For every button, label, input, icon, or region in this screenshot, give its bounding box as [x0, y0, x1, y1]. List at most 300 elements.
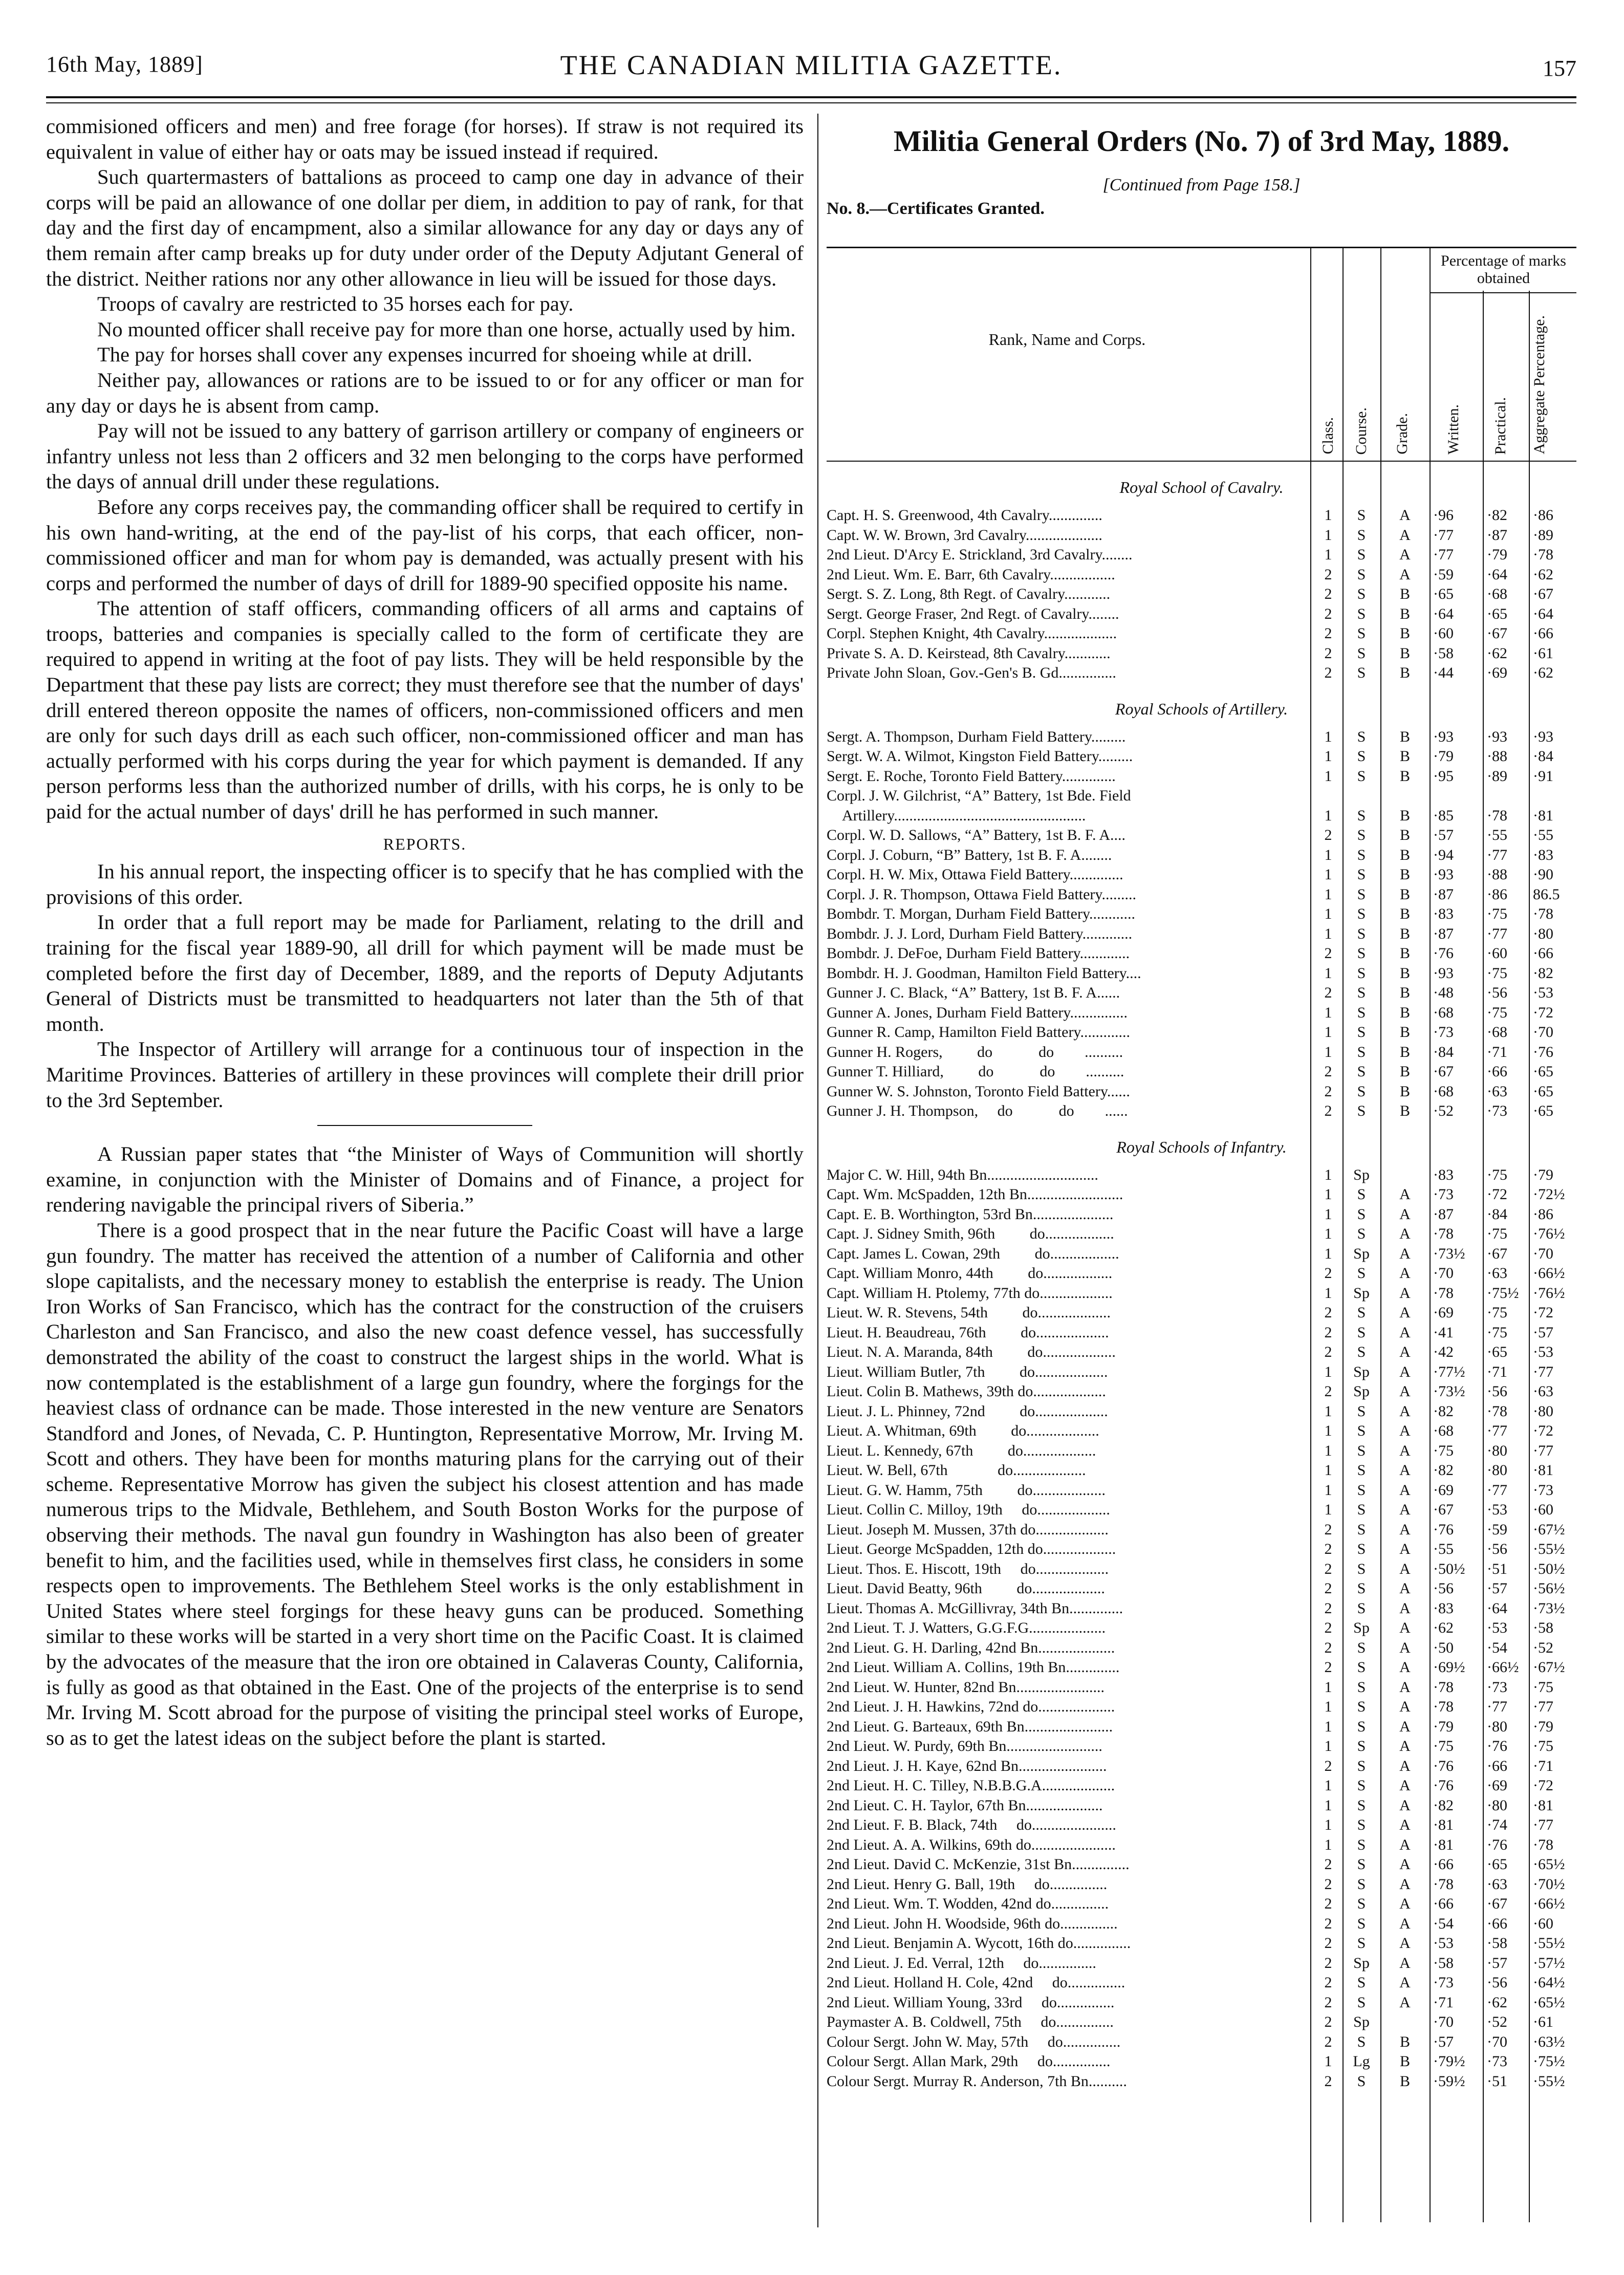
entry-name: Lieut. H. Beaudreau, 76th do................... [827, 1324, 1109, 1341]
entry-written: ·79½ [1433, 2053, 1465, 2070]
entry-grade: B [1399, 945, 1410, 962]
entry-class: 1 [1324, 1166, 1332, 1183]
entry-grade: B [1399, 905, 1410, 922]
entry-name: Colour Sergt. John W. May, 57th do............... [827, 2033, 1121, 2050]
table-row [827, 846, 1576, 865]
entry-practical: ·68 [1487, 586, 1507, 602]
paragraph: commisioned officers and men) and free forage (for horses). If straw is not required its equivalent in value of either hay or oats may be issued instead if required. [46, 115, 804, 163]
entry-grade: A [1399, 1501, 1411, 1518]
entry-class: 1 [1324, 1836, 1332, 1853]
entry-course: S [1357, 1599, 1366, 1617]
entry-class: 2 [1324, 1599, 1332, 1617]
table-row [827, 1717, 1576, 1737]
table-row [827, 865, 1576, 885]
entry-class: 1 [1324, 1422, 1332, 1439]
entry-aggregate: ·53 [1533, 984, 1553, 1001]
entry-course: S [1357, 526, 1366, 544]
entry-class: 1 [1324, 885, 1332, 903]
entry-aggregate: ·76½ [1533, 1225, 1565, 1242]
entry-course: S [1357, 2033, 1366, 2050]
entry-grade: A [1399, 1245, 1411, 1262]
entry-class: 2 [1324, 1954, 1332, 1971]
entry-class: 1 [1324, 767, 1332, 785]
entry-name: Lieut. David Beatty, 96th do................... [827, 1580, 1105, 1597]
entry-written: ·81 [1433, 1816, 1454, 1833]
entry-course: S [1357, 767, 1366, 785]
entry-name: 2nd Lieut. G. H. Darling, 42nd Bn.................... [827, 1639, 1115, 1656]
entry-aggregate: ·63 [1533, 1383, 1553, 1400]
entry-grade: A [1399, 1344, 1411, 1360]
entry-course: S [1357, 1738, 1366, 1754]
entry-aggregate: ·93 [1533, 728, 1553, 745]
entry-course: S [1357, 605, 1366, 622]
entry-aggregate: ·81 [1533, 1796, 1553, 1814]
entry-class: 2 [1324, 586, 1332, 602]
entry-course: S [1357, 984, 1366, 1001]
entry-written: ·93 [1433, 964, 1454, 982]
entry-class: 2 [1324, 1974, 1332, 1991]
entry-practical: ·63 [1487, 1265, 1507, 1282]
entry-grade: A [1399, 1265, 1411, 1282]
entry-course: S [1357, 1935, 1366, 1952]
entry-practical: ·77 [1487, 925, 1507, 942]
paragraph: No mounted officer shall receive pay for more than one horse, actually used by him. [97, 317, 796, 341]
entry-practical: ·84 [1487, 1205, 1507, 1223]
entry-name: 2nd Lieut. T. J. Watters, G.G.F.G.................... [827, 1619, 1106, 1636]
entry-grade: A [1399, 1796, 1411, 1814]
entry-written: ·78 [1433, 1678, 1454, 1696]
entry-written: ·87 [1433, 925, 1454, 942]
entry-written: ·70 [1433, 1265, 1454, 1282]
entry-class: 2 [1324, 1383, 1332, 1400]
entry-class: 2 [1324, 1895, 1332, 1912]
table-row [827, 1342, 1576, 1362]
table-row [827, 1520, 1576, 1540]
entry-course: S [1357, 1580, 1366, 1597]
entry-practical: ·51 [1487, 2072, 1507, 2090]
entry-practical: ·53 [1487, 1619, 1507, 1636]
entry-grade: A [1399, 1836, 1411, 1853]
table-row [827, 1835, 1576, 1855]
entry-grade: A [1399, 1678, 1411, 1696]
entry-practical: ·78 [1487, 1402, 1507, 1420]
table-row [827, 924, 1576, 944]
entry-name: Lieut. Thos. E. Hiscott, 19th do................... [827, 1560, 1109, 1577]
table-row [827, 1185, 1576, 1205]
col-header-aggregate: Aggregate Percentage. [1531, 315, 1548, 454]
entry-aggregate: ·75 [1533, 1738, 1553, 1754]
entry-written: ·69 [1433, 1481, 1454, 1499]
continued-note: [Continued from Page 158.] [1102, 176, 1301, 194]
entry-class: 2 [1324, 1856, 1332, 1873]
entry-grade: A [1399, 1383, 1411, 1400]
entry-name: Lieut. A. Whitman, 69th do................... [827, 1422, 1099, 1439]
entry-written: ·48 [1433, 984, 1454, 1001]
entry-practical: ·75 [1487, 1304, 1507, 1321]
entry-name: Private John Sloan, Gov.-Gen's B. Gd............... [827, 664, 1116, 681]
entry-aggregate: ·61 [1533, 644, 1553, 662]
entry-class: 1 [1324, 1718, 1332, 1735]
entry-written: ·93 [1433, 866, 1454, 883]
entry-grade: A [1399, 1738, 1411, 1754]
entry-name: Gunner R. Camp, Hamilton Field Battery............. [827, 1024, 1130, 1041]
entry-practical: ·70 [1487, 2033, 1507, 2050]
entry-written: ·75 [1433, 1442, 1454, 1459]
entry-written: ·78 [1433, 1698, 1454, 1715]
entry-class: 2 [1324, 566, 1332, 583]
entry-practical: ·56 [1487, 1974, 1507, 1991]
entry-aggregate: ·60 [1533, 1501, 1553, 1518]
entry-name: Sergt. S. Z. Long, 8th Regt. of Cavalry............ [827, 586, 1111, 602]
entry-aggregate: ·55½ [1533, 1541, 1565, 1557]
paragraph: There is a good prospect that in the near future the Pacific Coast will have a large gun foundry. The matter has received the attention of a number of California and other slope capitalists, and the necessary money to establish the enterprise is ready. The Union Iron Works of San Francisco, which has the contract for the construction of the cruisers Charleston and San Francisco, and also the new coast defence vessel, has successfully demonstrated the ability of the coast to construct the largest ships in the world. What is now contemplated is the establishment of a large gun foundry, where the forgings for the heaviest class of ordnance can be made. Those interested in the new venture are Senators Standford and Jones, of Nevada, C. P. Huntington, Representative Morrow, Mr. Irving M. Scott and others. They have been for months maturing plans for the carrying out of their scheme. Representative Morrow has given the subject his closest attention and has made numerous trips to the Midvale, Bethlehem, and South Boston Works for the purpose of observing their methods. The naval gun foundry in Washington has also been of greater benefit to him, and the facilities used, while in themselves first class, he considers in some respects open to improvements. The Bethlehem Steel works is the only establishment in United States where steel forgings for these heavy guns can be produced. Something similar to these works will be started in a very short time on the Pacific Coast. It is claimed by the advocates of the measure that the iron ore obtained in Calaveras County, California, is fully as good as that obtained in the East. One of the projects of the enterprise is to send Mr. Irving M. Scott abroad for the purpose of visiting the principal steel works of Europe, so as to get the latest ideas on the subject before the plant is started. [46, 1218, 804, 1749]
entry-class: 1 [1324, 1501, 1332, 1518]
table-row [827, 885, 1576, 905]
entry-grade: A [1399, 1718, 1411, 1735]
entry-name: 2nd Lieut. J. Ed. Verral, 12th do............... [827, 1954, 1096, 1971]
table-row [827, 584, 1576, 604]
entry-aggregate: 86.5 [1533, 885, 1560, 903]
entry-course: Sp [1353, 1363, 1370, 1380]
entry-grade: A [1399, 1935, 1411, 1952]
entry-practical: ·68 [1487, 1024, 1507, 1041]
entry-name: 2nd Lieut. H. C. Tilley, N.B.B.G.A................... [827, 1777, 1115, 1794]
entry-class: 2 [1324, 1344, 1332, 1360]
entry-practical: ·55 [1487, 827, 1507, 843]
entry-class: 1 [1324, 1442, 1332, 1459]
entry-grade: A [1399, 1757, 1411, 1774]
entry-name: Sergt. A. Thompson, Durham Field Battery......... [827, 728, 1126, 745]
entry-written: ·81 [1433, 1836, 1454, 1853]
entry-written: ·66 [1433, 1856, 1454, 1873]
entry-grade: B [1399, 846, 1410, 863]
entry-course: S [1357, 664, 1366, 681]
entry-practical: ·63 [1487, 1082, 1507, 1100]
table-col-line [1342, 247, 1344, 2222]
paragraph: The pay for horses shall cover any expenses incurred for shoeing while at drill. [97, 343, 752, 366]
table-row [827, 604, 1576, 624]
entry-written: ·73½ [1433, 1245, 1465, 1262]
entry-practical: ·63 [1487, 1875, 1507, 1893]
entry-course: S [1357, 1442, 1366, 1459]
entry-name: Lieut. William Butler, 7th do................... [827, 1363, 1108, 1380]
entry-written: ·71 [1433, 1994, 1454, 2011]
entry-name: Colour Sergt. Allan Mark, 29th do............... [827, 2053, 1111, 2070]
entry-class: 2 [1324, 1541, 1332, 1557]
entry-aggregate: ·90 [1533, 866, 1553, 883]
entry-written: ·69½ [1433, 1659, 1465, 1676]
entry-course: Sp [1353, 1245, 1370, 1262]
table-row [827, 1382, 1576, 1402]
table-row [827, 983, 1576, 1003]
entry-written: ·68 [1433, 1004, 1454, 1021]
entry-class: 1 [1324, 546, 1332, 563]
entry-aggregate: ·56½ [1533, 1580, 1565, 1597]
entry-grade: B [1399, 605, 1410, 622]
table-row [827, 1737, 1576, 1757]
entry-aggregate: ·65 [1533, 1063, 1553, 1080]
entry-aggregate: ·72 [1533, 1422, 1553, 1439]
table-row [827, 1101, 1576, 1121]
entry-grade: B [1399, 767, 1410, 785]
entry-course: S [1357, 1501, 1366, 1518]
entry-class: 2 [1324, 1580, 1332, 1597]
entry-aggregate: ·50½ [1533, 1560, 1565, 1577]
entry-practical: ·89 [1487, 767, 1507, 785]
entry-practical: ·64 [1487, 1599, 1507, 1617]
table-body [827, 462, 1576, 2091]
table-row [827, 1796, 1576, 1816]
entry-practical: ·80 [1487, 1442, 1507, 1459]
entry-aggregate: ·77 [1533, 1363, 1553, 1380]
entry-practical: ·69 [1487, 664, 1507, 681]
entry-class: 1 [1324, 1225, 1332, 1242]
entry-name: Capt. H. S. Greenwood, 4th Cavalry.............. [827, 507, 1102, 524]
entry-practical: ·80 [1487, 1796, 1507, 1814]
entry-grade: B [1399, 1082, 1410, 1100]
table-row [827, 545, 1576, 565]
entry-class: 2 [1324, 1915, 1332, 1932]
entry-practical: ·66½ [1487, 1659, 1519, 1676]
entry-grade: A [1399, 1875, 1411, 1893]
table-row [827, 1362, 1576, 1382]
entry-grade: B [1399, 728, 1410, 745]
entry-name: Capt. W. W. Brown, 3rd Cavalry.................... [827, 526, 1102, 544]
entry-course: Sp [1353, 1284, 1370, 1302]
entry-written: ·73 [1433, 1186, 1454, 1203]
entry-name: Lieut. Colin B. Mathews, 39th do................... [827, 1383, 1106, 1400]
entry-course: S [1357, 807, 1366, 824]
entry-grade: A [1399, 1698, 1411, 1715]
entry-class: 1 [1324, 1678, 1332, 1696]
entry-aggregate: ·67 [1533, 586, 1553, 602]
entry-name: Corpl. J. Coburn, “B” Battery, 1st B. F. A........ [827, 846, 1112, 863]
entry-course: S [1357, 1205, 1366, 1223]
entry-class: 2 [1324, 1324, 1332, 1341]
entry-practical: ·64 [1487, 566, 1507, 583]
entry-written: ·73 [1433, 1974, 1454, 1991]
table-row [827, 1023, 1576, 1043]
paragraph: Neither pay, allowances or rations are to be issued to or for any officer or man for any day or days he is absent from camp. [46, 368, 804, 417]
entry-grade: A [1399, 1521, 1411, 1538]
entry-written: ·87 [1433, 1205, 1454, 1223]
entry-written: ·76 [1433, 1777, 1454, 1794]
entry-class: 2 [1324, 1875, 1332, 1893]
table-row [827, 1082, 1576, 1102]
col-header-class: Class. [1319, 417, 1336, 454]
entry-course: S [1357, 1678, 1366, 1696]
entry-grade: A [1399, 507, 1411, 524]
orders-title: Militia General Orders (No. 7) of 3rd May, 1889. [893, 124, 1510, 158]
entry-class: 2 [1324, 2013, 1332, 2030]
table-row [827, 2072, 1576, 2092]
entry-course: S [1357, 1541, 1366, 1557]
entry-aggregate: ·70½ [1533, 1875, 1565, 1893]
entry-name: 2nd Lieut. G. Barteaux, 69th Bn....................... [827, 1718, 1113, 1735]
page-number: 157 [1543, 56, 1576, 81]
entry-aggregate: ·53 [1533, 1344, 1553, 1360]
section-title: Royal Schools of Infantry. [1116, 1137, 1287, 1156]
table-row [827, 1062, 1576, 1082]
entry-written: ·60 [1433, 625, 1454, 642]
section-title: Royal School of Cavalry. [1119, 478, 1284, 496]
entry-written: ·76 [1433, 1521, 1454, 1538]
entry-class: 1 [1324, 1363, 1332, 1380]
entry-aggregate: ·78 [1533, 1836, 1553, 1853]
entry-name: 2nd Lieut. Wm. E. Barr, 6th Cavalry................. [827, 566, 1115, 583]
entry-written: ·59½ [1433, 2072, 1465, 2090]
entry-written: ·85 [1433, 807, 1454, 824]
entry-grade: A [1399, 1481, 1411, 1499]
entry-practical: ·80 [1487, 1462, 1507, 1479]
entry-name: Gunner J. H. Thompson, do do ...... [827, 1102, 1128, 1119]
entry-written: ·82 [1433, 1462, 1454, 1479]
entry-course: S [1357, 1856, 1366, 1873]
entry-name: Lieut. Thomas A. McGillivray, 34th Bn.............. [827, 1599, 1123, 1617]
entry-name: 2nd Lieut. Benjamin A. Wycott, 16th do............... [827, 1935, 1131, 1952]
paragraph: Before any corps receives pay, the commanding officer shall be required to certify in his own hand-writing, at the end of the pay-list of his corps, that each officer, non-commissioned officer and man for whom pay is demanded, was actually present with his corps and performed the number of days of drill for 1889-90 specified opposite his name. [46, 495, 804, 595]
entry-course: S [1357, 1024, 1366, 1041]
certificates-table [827, 247, 1576, 2091]
entry-practical: ·77 [1487, 1422, 1507, 1439]
entry-written: ·77½ [1433, 1363, 1465, 1380]
entry-written: ·67 [1433, 1501, 1454, 1518]
entry-written: ·95 [1433, 767, 1454, 785]
entry-course: S [1357, 945, 1366, 962]
entry-class: 2 [1324, 1304, 1332, 1321]
table-col-line [1430, 247, 1431, 2222]
table-row [827, 2052, 1576, 2072]
entry-written: ·55 [1433, 1541, 1454, 1557]
entry-aggregate: ·66½ [1533, 1895, 1565, 1912]
col-header-written: Written. [1445, 404, 1462, 454]
entry-course: S [1357, 1043, 1366, 1060]
entry-name: Lieut. George McSpadden, 12th do................... [827, 1541, 1116, 1557]
entry-grade: A [1399, 1186, 1411, 1203]
entry-class: 1 [1324, 526, 1332, 544]
entry-course: S [1357, 1974, 1366, 1991]
entry-name: Bombdr. T. Morgan, Durham Field Battery............ [827, 905, 1136, 922]
entry-practical: ·66 [1487, 1063, 1507, 1080]
entry-grade: A [1399, 1895, 1411, 1912]
table-row [827, 1658, 1576, 1678]
entry-practical: ·75 [1487, 1004, 1507, 1021]
entry-course: S [1357, 1816, 1366, 1833]
entry-course: S [1357, 1521, 1366, 1538]
entry-aggregate: ·55½ [1533, 1935, 1565, 1952]
entry-class: 1 [1324, 1004, 1332, 1021]
entry-name: Gunner J. C. Black, “A” Battery, 1st B. F. A...... [827, 984, 1120, 1001]
entry-practical: ·56 [1487, 1383, 1507, 1400]
entry-name: Capt. E. B. Worthington, 53rd Bn..................... [827, 1205, 1114, 1223]
entry-practical: ·79 [1487, 546, 1507, 563]
entry-aggregate: ·72 [1533, 1004, 1553, 1021]
entry-grade: B [1399, 964, 1410, 982]
entry-class: 2 [1324, 1082, 1332, 1100]
table-col-line [1310, 247, 1311, 2222]
entry-written: ·73 [1433, 1024, 1454, 1041]
entry-class: 1 [1324, 507, 1332, 524]
entry-name: Lieut. L. Kennedy, 67th do................... [827, 1442, 1096, 1459]
entry-name: Gunner W. S. Johnston, Toronto Field Battery...... [827, 1082, 1130, 1100]
entry-practical: ·82 [1487, 507, 1507, 524]
entry-written: ·52 [1433, 1102, 1454, 1119]
entry-grade: B [1399, 1063, 1410, 1080]
table-row [827, 904, 1576, 924]
col-header-practical: Practical. [1492, 397, 1509, 454]
entry-aggregate: ·65 [1533, 1082, 1553, 1100]
entry-written: ·79 [1433, 748, 1454, 765]
table-row [827, 1697, 1576, 1717]
table-row [827, 1954, 1576, 1974]
entry-aggregate: ·89 [1533, 526, 1553, 544]
entry-written: ·42 [1433, 1344, 1454, 1360]
entry-practical: ·78 [1487, 807, 1507, 824]
entry-course: S [1357, 1225, 1366, 1242]
entry-aggregate: ·76 [1533, 1043, 1553, 1060]
entry-course: S [1357, 625, 1366, 642]
entry-aggregate: ·65 [1533, 1102, 1553, 1119]
entry-aggregate: ·77 [1533, 1816, 1553, 1833]
table-row [827, 1323, 1576, 1343]
entry-practical: ·51 [1487, 1560, 1507, 1577]
entry-written: ·83 [1433, 1599, 1454, 1617]
entry-name: Lieut. N. A. Maranda, 84th do................... [827, 1344, 1116, 1360]
entry-grade: A [1399, 1659, 1411, 1676]
entry-course: S [1357, 1344, 1366, 1360]
entry-class: 2 [1324, 1102, 1332, 1119]
entry-name: Capt. J. Sidney Smith, 96th do.................. [827, 1225, 1114, 1242]
entry-course: S [1357, 566, 1366, 583]
entry-name: 2nd Lieut. C. H. Taylor, 67th Bn.................... [827, 1796, 1103, 1814]
table-row [827, 1934, 1576, 1954]
entry-grade: A [1399, 1777, 1411, 1794]
entry-practical: ·57 [1487, 1954, 1507, 1971]
entry-grade: A [1399, 1541, 1411, 1557]
entry-course: S [1357, 1462, 1366, 1479]
entry-aggregate: ·70 [1533, 1245, 1553, 1262]
entry-course: Sp [1353, 1619, 1370, 1636]
entry-name: Bombdr. J. DeFoe, Durham Field Battery............. [827, 945, 1130, 962]
entry-course: S [1357, 1698, 1366, 1715]
entry-aggregate: ·64 [1533, 605, 1553, 622]
entry-class: 2 [1324, 644, 1332, 662]
paragraph: In his annual report, the inspecting officer is to specify that he has complied with the provisions of this order. [46, 860, 804, 908]
table-row [827, 826, 1576, 846]
entry-aggregate: ·65½ [1533, 1994, 1565, 2011]
entry-course: S [1357, 1004, 1366, 1021]
entry-written: ·77 [1433, 526, 1454, 544]
reports-heading: REPORTS. [383, 834, 467, 853]
entry-course: S [1357, 885, 1366, 903]
table-row [827, 1678, 1576, 1698]
entry-written: ·67 [1433, 1063, 1454, 1080]
entry-class: 2 [1324, 1639, 1332, 1656]
entry-class: 2 [1324, 1560, 1332, 1577]
entry-course: Lg [1353, 2053, 1370, 2070]
entry-name: Sergt. George Fraser, 2nd Regt. of Cavalry........ [827, 605, 1119, 622]
entry-aggregate: ·52 [1533, 1639, 1553, 1656]
entry-class: 1 [1324, 925, 1332, 942]
paragraph: Such quartermasters of battalions as proceed to camp one day in advance of their corps will be paid an allowance of one dollar per diem, in addition to pay of rank, for that day and the first day of encampment, also a similar allowance for any day or days any of them remain after camp breaks up for duty under order of the Deputy Adjutant General of the district. Neither rations nor any other allowance in lieu will be issued for those days. [46, 165, 804, 290]
entry-written: ·79 [1433, 1718, 1454, 1735]
entry-aggregate: ·76½ [1533, 1284, 1565, 1302]
entry-class: 1 [1324, 905, 1332, 922]
entry-aggregate: ·73½ [1533, 1599, 1565, 1617]
entry-class: 2 [1324, 1619, 1332, 1636]
entry-class: 1 [1324, 748, 1332, 765]
entry-name: 2nd Lieut. D'Arcy E. Strickland, 3rd Cavalry........ [827, 546, 1133, 563]
